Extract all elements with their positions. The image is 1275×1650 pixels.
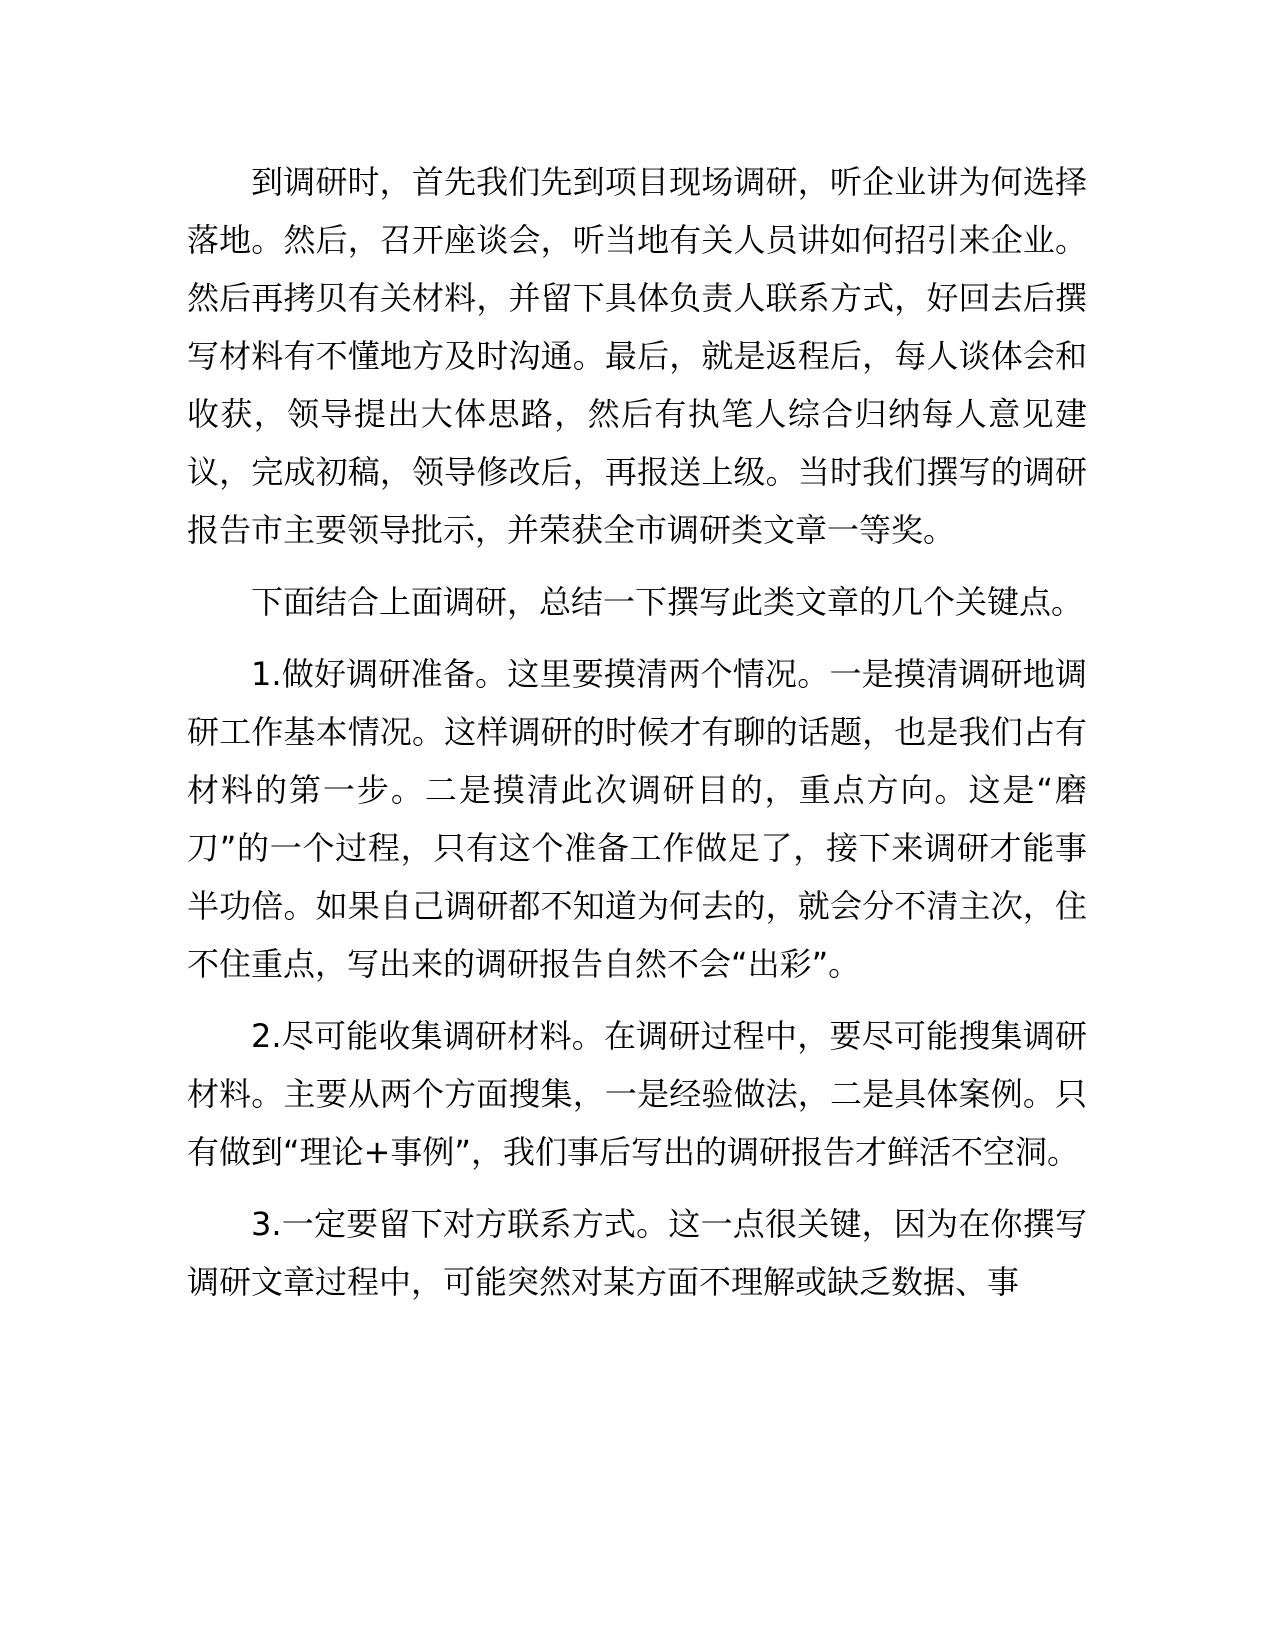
paragraph-point-2-materials: 2.尽可能收集调研材料。在调研过程中，要尽可能搜集调研材料。主要从两个方面搜集，一是经验做法，二是具体案例。只有做到“理论+事例”，我们事后写出的调研报告才鲜活不空洞。 — [187, 1017, 1087, 1171]
paragraph-research-process: 到调研时，首先我们先到项目现场调研，听企业讲为何选择落地。然后，召开座谈会，听当地有关人员讲如何招引来企业。然后再拷贝有关材料，并留下具体负责人联系方式，好回去后撰写材料有不懂地方及时沟通。最后，就是返程后，每人谈体会和收获，领导提出大体思路，然后有执笔人综合归纳每人意见建议，完成初稿，领导修改后，再报送上级。当时我们撰写的调研报告市主要领导批示，并荣获全市调研类文章一等奖。 — [187, 163, 1087, 549]
document-body — [187, 153, 1087, 1325]
paragraph-key-points-intro: 下面结合上面调研，总结一下撰写此类文章的几个关键点。 — [251, 583, 1084, 621]
paragraph-point-1-preparation: 1.做好调研准备。这里要摸清两个情况。一是摸清调研地调研工作基本情况。这样调研的时候才有聊的话题，也是我们占有材料的第一步。二是摸清此次调研目的，重点方向。这是“磨刀”的一个过程，只有这个准备工作做足了，接下来调研才能事半功倍。如果自己调研都不知道为何去的，就会分不清主次，住不住重点，写出来的调研报告自然不会“出彩”。 — [187, 655, 1087, 983]
paragraph-point-3-contact: 3.一定要留下对方联系方式。这一点很关键，因为在你撰写调研文章过程中，可能突然对某方面不理解或缺乏数据、事 — [187, 1205, 1087, 1301]
